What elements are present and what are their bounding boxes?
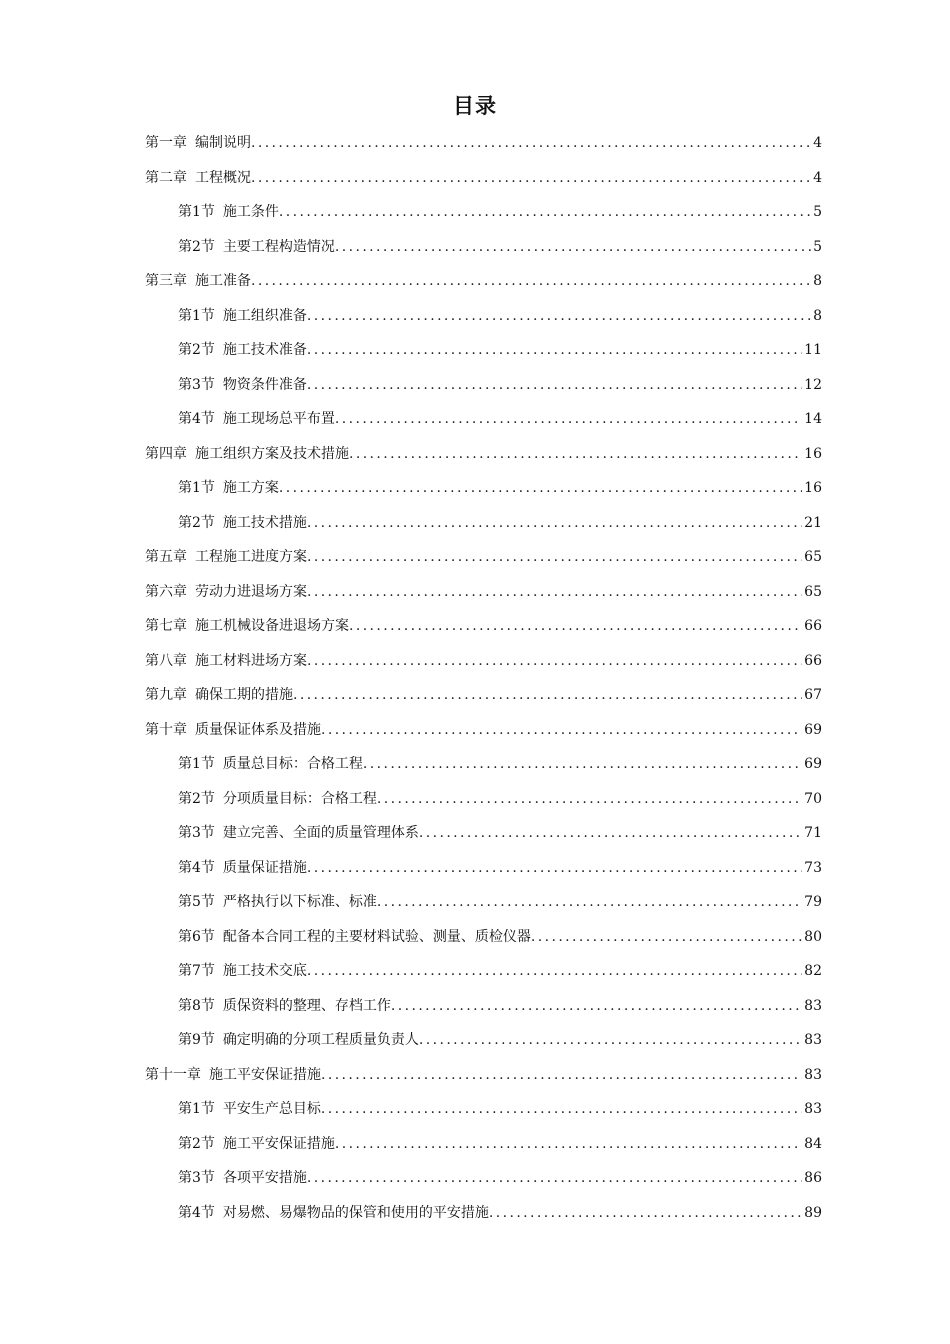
page-title: 目录 — [453, 94, 497, 118]
dot-leader — [321, 717, 802, 743]
dot-leader — [363, 751, 802, 777]
entry-page-number: 65 — [804, 583, 822, 600]
dot-leader — [307, 579, 802, 605]
toc-section-entry[interactable] — [145, 1165, 822, 1200]
dot-leader — [349, 441, 802, 467]
dot-leader — [307, 544, 802, 570]
toc-chapter-entry[interactable] — [145, 1062, 822, 1097]
entry-page-number: 79 — [804, 894, 822, 910]
dot-leader — [335, 1131, 802, 1157]
toc-chapter-entry[interactable] — [145, 165, 822, 200]
dot-leader — [251, 268, 811, 294]
toc-chapter-entry[interactable] — [145, 579, 822, 614]
dot-leader — [489, 1200, 802, 1226]
entry-number: 第五章 — [145, 549, 187, 565]
entry-page-number: 66 — [804, 618, 822, 634]
entry-page-number: 84 — [804, 1135, 822, 1152]
dot-leader — [307, 1165, 802, 1191]
entry-title: 确保工期的措施 — [195, 687, 293, 703]
toc-section-entry[interactable] — [145, 889, 822, 924]
toc-section-entry[interactable] — [145, 924, 822, 959]
entry-title: 平安生产总目标 — [222, 1101, 321, 1117]
entry-number: 第3节 — [178, 1170, 215, 1186]
entry-title: 确定明确的分项工程质量负责人 — [222, 1032, 419, 1048]
entry-page-number: 12 — [804, 376, 822, 393]
toc-section-entry[interactable] — [145, 337, 822, 372]
dot-leader — [307, 510, 802, 536]
entry-number: 第5节 — [178, 894, 215, 910]
dot-leader — [335, 234, 811, 260]
dot-leader — [321, 1096, 802, 1122]
entry-number: 第四章 — [145, 445, 187, 462]
dot-leader — [307, 855, 802, 881]
entry-number: 第1节 — [178, 1101, 215, 1117]
entry-number: 第1节 — [178, 307, 215, 324]
entry-number: 第十章 — [145, 721, 187, 738]
entry-page-number: 83 — [804, 1032, 822, 1048]
toc-section-entry[interactable] — [145, 406, 822, 441]
entry-title: 施工条件 — [222, 204, 279, 220]
entry-page-number: 83 — [804, 1101, 822, 1117]
toc-chapter-entry[interactable] — [145, 268, 822, 303]
toc-section-entry[interactable] — [145, 786, 822, 821]
entry-title: 施工组织准备 — [222, 307, 307, 324]
entry-title: 施工方案 — [222, 480, 279, 496]
dot-leader — [279, 475, 802, 501]
dot-leader — [251, 130, 811, 156]
entry-page-number: 69 — [804, 756, 822, 772]
entry-number: 第九章 — [145, 687, 187, 703]
entry-page-number: 5 — [813, 238, 822, 255]
entry-title: 编制说明 — [195, 135, 251, 151]
entry-title: 质保资料的整理、存档工作 — [222, 997, 391, 1014]
entry-number: 第3节 — [178, 376, 215, 393]
dot-leader — [419, 820, 802, 846]
toc-chapter-entry[interactable] — [145, 682, 822, 717]
dot-leader — [335, 406, 802, 432]
entry-number: 第4节 — [178, 859, 215, 876]
dot-leader — [377, 889, 802, 915]
entry-page-number: 66 — [804, 652, 822, 669]
toc-chapter-entry[interactable] — [145, 648, 822, 683]
toc-section-entry[interactable] — [145, 751, 822, 786]
entry-page-number: 4 — [813, 135, 822, 151]
entry-page-number: 16 — [804, 480, 822, 496]
entry-page-number: 67 — [804, 687, 822, 703]
entry-title: 劳动力进退场方案 — [195, 583, 307, 600]
entry-title: 施工平安保证措施 — [222, 1135, 335, 1152]
entry-title: 工程概况 — [195, 169, 251, 186]
entry-number: 第二章 — [145, 169, 187, 186]
entry-title: 物资条件准备 — [222, 376, 307, 393]
entry-number: 第1节 — [178, 756, 215, 772]
dot-leader — [391, 993, 802, 1019]
toc-section-entry[interactable] — [145, 958, 822, 993]
entry-page-number: 4 — [813, 169, 822, 186]
entry-page-number: 89 — [804, 1204, 822, 1221]
toc-section-entry[interactable] — [145, 993, 822, 1028]
toc-chapter-entry[interactable] — [145, 613, 822, 648]
toc-chapter-entry[interactable] — [145, 717, 822, 752]
entry-title: 施工技术措施 — [222, 514, 307, 531]
entry-title: 施工材料进场方案 — [195, 652, 307, 669]
entry-title: 质量保证体系及措施 — [195, 721, 321, 738]
entry-number: 第2节 — [178, 1135, 215, 1152]
dot-leader — [307, 372, 802, 398]
entry-title: 质量保证措施 — [222, 859, 307, 876]
toc-section-entry[interactable] — [145, 475, 822, 510]
entry-title: 质量总目标：合格工程 — [222, 756, 363, 772]
toc-chapter-entry[interactable] — [145, 544, 822, 579]
entry-page-number: 83 — [804, 1066, 822, 1083]
dot-leader — [307, 303, 811, 329]
entry-number: 第1节 — [178, 480, 215, 496]
entry-page-number: 70 — [804, 790, 822, 807]
entry-page-number: 8 — [813, 273, 822, 289]
entry-page-number: 80 — [804, 928, 822, 945]
dot-leader — [419, 1027, 802, 1053]
entry-page-number: 16 — [804, 445, 822, 462]
entry-title: 施工技术准备 — [222, 342, 307, 358]
entry-page-number: 82 — [804, 963, 822, 979]
entry-number: 第6节 — [178, 928, 215, 945]
toc-chapter-entry[interactable] — [145, 130, 822, 165]
entry-number: 第六章 — [145, 583, 187, 600]
toc-section-entry[interactable] — [145, 372, 822, 407]
dot-leader — [307, 958, 802, 984]
toc-section-entry[interactable] — [145, 1200, 822, 1235]
dot-leader — [349, 613, 802, 639]
entry-number: 第4节 — [178, 411, 215, 427]
entry-number: 第8节 — [178, 997, 215, 1014]
entry-number: 第2节 — [178, 238, 215, 255]
entry-number: 第十一章 — [145, 1066, 201, 1083]
toc-section-entry[interactable] — [145, 1131, 822, 1166]
entry-number: 第2节 — [178, 342, 215, 358]
toc-section-entry[interactable] — [145, 510, 822, 545]
entry-title: 配备本合同工程的主要材料试验、测量、质检仪器 — [222, 928, 531, 945]
toc-section-entry[interactable] — [145, 199, 822, 234]
entry-number: 第一章 — [145, 135, 187, 151]
entry-page-number: 73 — [804, 859, 822, 876]
entry-number: 第2节 — [178, 514, 215, 531]
entry-title: 严格执行以下标准、标准 — [222, 894, 377, 910]
toc-section-entry[interactable] — [145, 303, 822, 338]
entry-title: 施工准备 — [195, 273, 251, 289]
toc-section-entry[interactable] — [145, 855, 822, 890]
entry-number: 第9节 — [178, 1032, 215, 1048]
entry-title: 建立完善、全面的质量管理体系 — [222, 825, 419, 841]
entry-title: 施工组织方案及技术措施 — [195, 445, 349, 462]
table-of-contents — [145, 130, 822, 1234]
entry-page-number: 65 — [804, 549, 822, 565]
entry-number: 第3节 — [178, 825, 215, 841]
toc-section-entry[interactable] — [145, 820, 822, 855]
dot-leader — [307, 648, 802, 674]
entry-title: 对易燃、易爆物品的保管和使用的平安措施 — [222, 1204, 489, 1221]
entry-title: 施工技术交底 — [222, 963, 307, 979]
entry-number: 第4节 — [178, 1204, 215, 1221]
entry-page-number: 86 — [804, 1170, 822, 1186]
dot-leader — [307, 337, 802, 363]
entry-page-number: 21 — [804, 514, 822, 531]
toc-section-entry[interactable] — [145, 234, 822, 269]
entry-page-number: 69 — [804, 721, 822, 738]
toc-chapter-entry[interactable] — [145, 441, 822, 476]
entry-page-number: 11 — [804, 342, 822, 358]
entry-title: 工程施工进度方案 — [195, 549, 307, 565]
entry-title: 施工平安保证措施 — [209, 1066, 321, 1083]
entry-number: 第三章 — [145, 273, 187, 289]
entry-number: 第7节 — [178, 963, 215, 979]
dot-leader — [293, 682, 802, 708]
entry-title: 施工现场总平布置 — [222, 411, 335, 427]
entry-page-number: 14 — [804, 411, 822, 427]
entry-page-number: 83 — [804, 997, 822, 1014]
entry-title: 各项平安措施 — [222, 1170, 307, 1186]
entry-number: 第2节 — [178, 790, 215, 807]
entry-number: 第八章 — [145, 652, 187, 669]
dot-leader — [251, 165, 811, 191]
dot-leader — [531, 924, 802, 950]
entry-number: 第1节 — [178, 204, 215, 220]
entry-title: 主要工程构造情况 — [222, 238, 335, 255]
dot-leader — [321, 1062, 802, 1088]
entry-page-number: 71 — [804, 825, 822, 841]
entry-number: 第七章 — [145, 618, 187, 634]
entry-page-number: 5 — [813, 204, 822, 220]
entry-title: 分项质量目标：合格工程 — [222, 790, 377, 807]
dot-leader — [377, 786, 802, 812]
entry-page-number: 8 — [813, 307, 822, 324]
dot-leader — [279, 199, 811, 225]
toc-section-entry[interactable] — [145, 1027, 822, 1062]
toc-section-entry[interactable] — [145, 1096, 822, 1131]
entry-title: 施工机械设备进退场方案 — [195, 618, 349, 634]
